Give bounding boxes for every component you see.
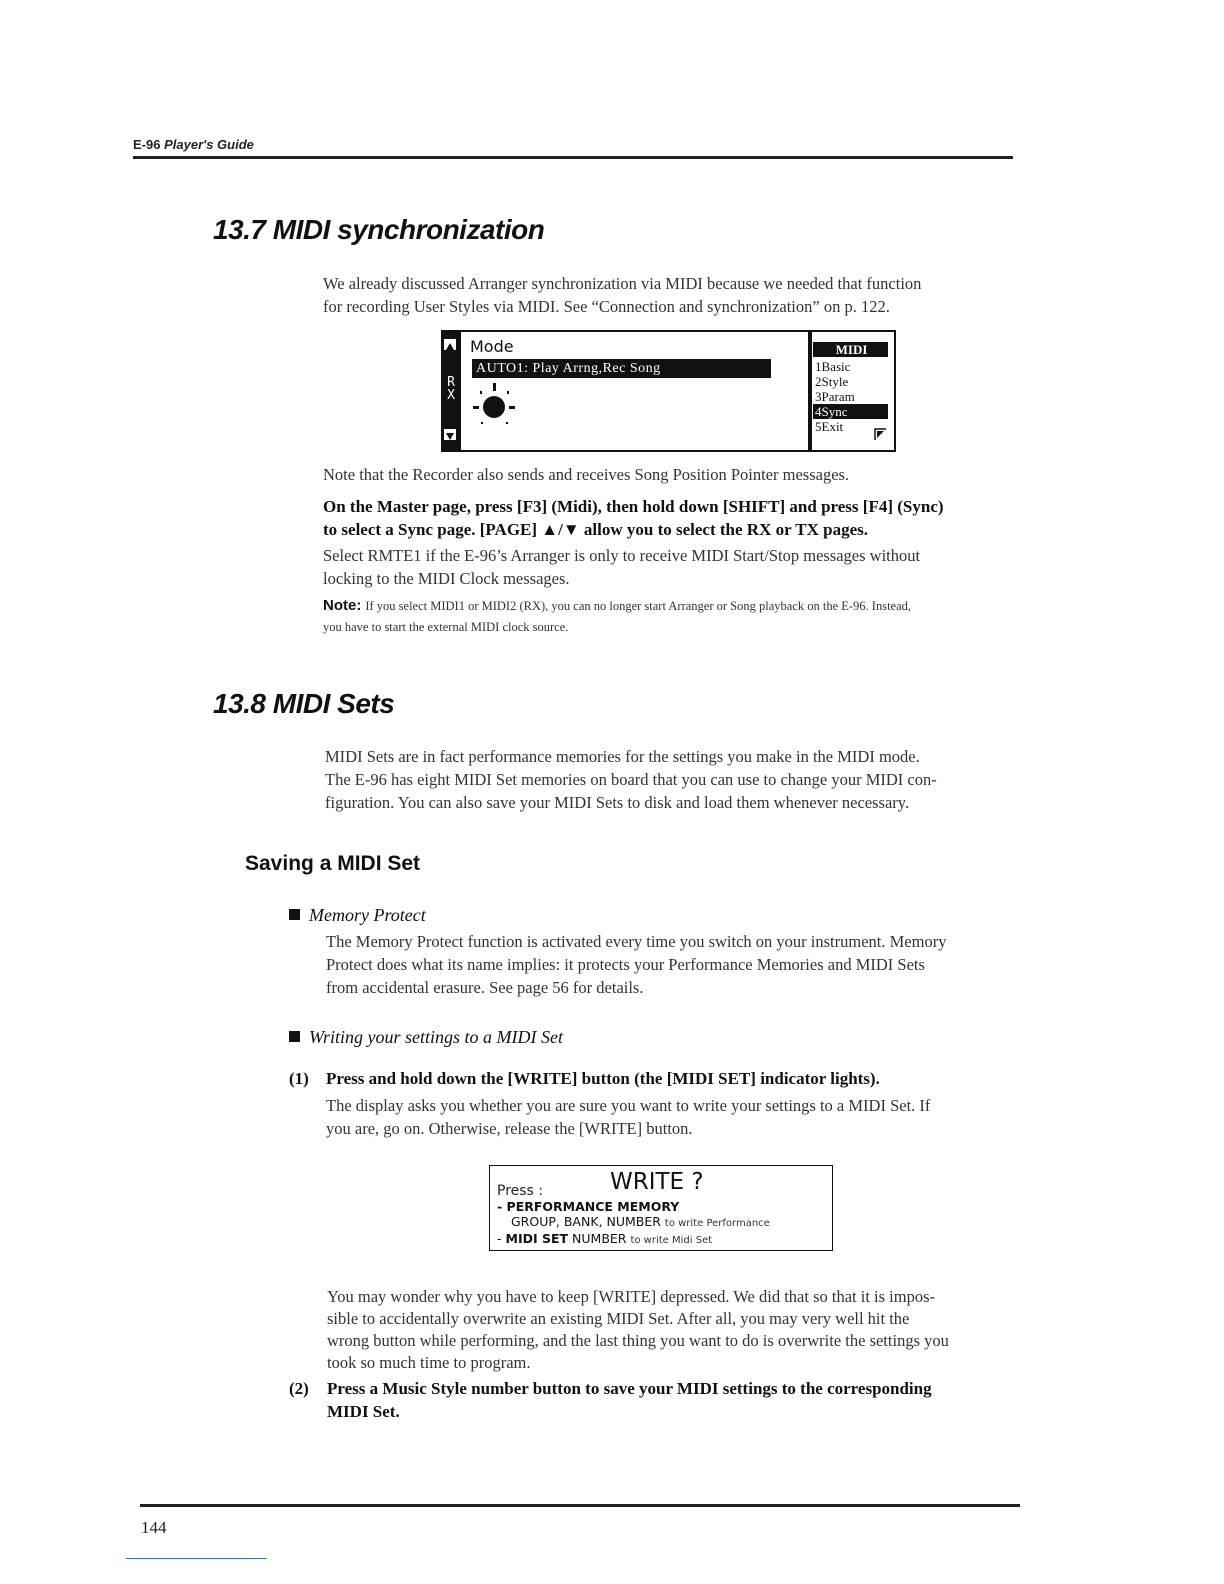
menu-item-param: 3Param bbox=[815, 389, 855, 404]
midisets-intro-line-1: MIDI Sets are in fact performance memories for the settings you make in the MIDI mode. bbox=[325, 747, 920, 766]
note-label: Note: bbox=[323, 597, 362, 614]
step-1-text: Press and hold down the [WRITE] button (the [MIDI SET] indicator lights). bbox=[326, 1069, 880, 1088]
select-line-1: Select RMTE1 if the E-96’s Arranger is only to receive MIDI Start/Stop messages without bbox=[323, 546, 921, 565]
note-line-1: If you select MIDI1 or MIDI2 (RX), you can no longer start Arranger or Song playback on the E-96. Instead, bbox=[365, 599, 912, 613]
writing-heading bbox=[289, 1027, 563, 1048]
memory-protect-title: Memory Protect bbox=[309, 905, 426, 925]
lcd-mode-value: AUTO1: Play Arrng,Rec Song bbox=[472, 359, 771, 378]
menu-corner-icon bbox=[874, 425, 888, 446]
step-2-line-2: MIDI Set. bbox=[327, 1402, 400, 1421]
memory-protect-line-2: Protect does what its name implies: it protects your Performance Memories and MIDI Sets bbox=[326, 955, 925, 974]
after-line-1: You may wonder why you have to keep [WRITE] depressed. We did that so that it is impos- bbox=[327, 1287, 936, 1306]
select-line-2: locking to the MIDI Clock messages. bbox=[323, 569, 570, 588]
menu-item-basic: 1Basic bbox=[815, 359, 851, 374]
write-press-label: Press : bbox=[497, 1183, 544, 1199]
note-line-2: you have to start the external MIDI clock source. bbox=[323, 620, 569, 634]
instruction-line-2: to select a Sync page. [PAGE] ▲/▼ allow you to select the RX or TX pages. bbox=[323, 520, 869, 539]
header-rule bbox=[133, 156, 1013, 159]
after-line-4: took so much time to program. bbox=[327, 1353, 531, 1372]
sync-intro-line-1: We already discussed Arranger synchronization via MIDI because we needed that function bbox=[323, 274, 922, 293]
footer-link-line bbox=[126, 1558, 267, 1559]
header-guide: Player's Guide bbox=[164, 137, 254, 152]
page-up-icon bbox=[443, 338, 457, 351]
step-2-number: (2) bbox=[289, 1379, 309, 1398]
writing-title: Writing your settings to a MIDI Set bbox=[309, 1027, 563, 1047]
midisets-intro-line-3: figuration. You can also save your MIDI Sets to disk and load them whenever necessary. bbox=[325, 793, 910, 812]
data-dial-icon bbox=[470, 380, 524, 431]
menu-item-exit: 5Exit bbox=[815, 419, 844, 434]
write-line-midi-set-main: NUMBER bbox=[572, 1231, 627, 1246]
menu-item-sync: 4Sync bbox=[813, 404, 888, 419]
step-2-line-1: Press a Music Style number button to save your MIDI settings to the corresponding bbox=[327, 1379, 932, 1398]
note-block bbox=[323, 596, 911, 616]
write-line-midi-set bbox=[497, 1231, 712, 1246]
after-line-2: sible to accidentally overwrite an existing MIDI Set. After all, you may very well hit the bbox=[327, 1309, 910, 1328]
header-product: E-96 bbox=[133, 137, 161, 152]
rx-letter-r: R bbox=[447, 375, 455, 390]
section-heading-13-8: 13.8 MIDI Sets bbox=[213, 688, 395, 719]
write-line-dash: - bbox=[497, 1231, 502, 1246]
write-title: WRITE ? bbox=[610, 1169, 704, 1195]
bullet-square-icon bbox=[289, 909, 300, 920]
instruction-line-1: On the Master page, press [F3] (Midi), then hold down [SHIFT] and press [F4] (Sync) bbox=[323, 497, 944, 516]
subheading-saving: Saving a MIDI Set bbox=[245, 852, 421, 875]
step-1-line-1: The display asks you whether you are sure you want to write your settings to a MIDI Set. If bbox=[326, 1096, 931, 1115]
write-line-group-small: to write Performance bbox=[664, 1218, 770, 1229]
sync-intro-line-2: for recording User Styles via MIDI. See “Connection and synchronization” on p. 122. bbox=[323, 297, 890, 316]
menu-title: MIDI bbox=[813, 342, 888, 357]
bullet-square-icon bbox=[289, 1031, 300, 1042]
step-1-line-2: you are, go on. Otherwise, release the [WRITE] button. bbox=[326, 1119, 693, 1138]
write-line-midi-set-bold: MIDI SET bbox=[505, 1231, 569, 1246]
footer-rule bbox=[140, 1504, 1020, 1507]
lcd-mode-label: Mode bbox=[470, 337, 514, 356]
memory-protect-line-1: The Memory Protect function is activated every time you switch on your instrument. Memory bbox=[326, 932, 947, 951]
running-header bbox=[133, 137, 254, 152]
recorder-note: Note that the Recorder also sends and receives Song Position Pointer messages. bbox=[323, 465, 850, 484]
menu-item-style: 2Style bbox=[815, 374, 849, 389]
write-line-group-main: GROUP, BANK, NUMBER bbox=[511, 1214, 661, 1229]
memory-protect-heading bbox=[289, 905, 426, 926]
after-line-3: wrong button while performing, and the last thing you want to do is overwrite the settings you bbox=[327, 1331, 949, 1350]
write-line-performance: - PERFORMANCE MEMORY bbox=[497, 1199, 680, 1214]
midisets-intro-line-2: The E-96 has eight MIDI Set memories on board that you can use to change your MIDI con- bbox=[325, 770, 937, 789]
write-line-group bbox=[511, 1214, 770, 1229]
page-down-icon bbox=[443, 428, 457, 441]
step-1-number: (1) bbox=[289, 1069, 309, 1088]
write-line-midi-set-small: to write Midi Set bbox=[630, 1235, 713, 1246]
rx-letter-x: X bbox=[447, 388, 455, 403]
memory-protect-line-3: from accidental erasure. See page 56 for details. bbox=[326, 978, 644, 997]
page-number: 144 bbox=[141, 1518, 167, 1537]
section-heading-13-7: 13.7 MIDI synchronization bbox=[213, 214, 545, 245]
rx-indicator bbox=[445, 376, 457, 402]
